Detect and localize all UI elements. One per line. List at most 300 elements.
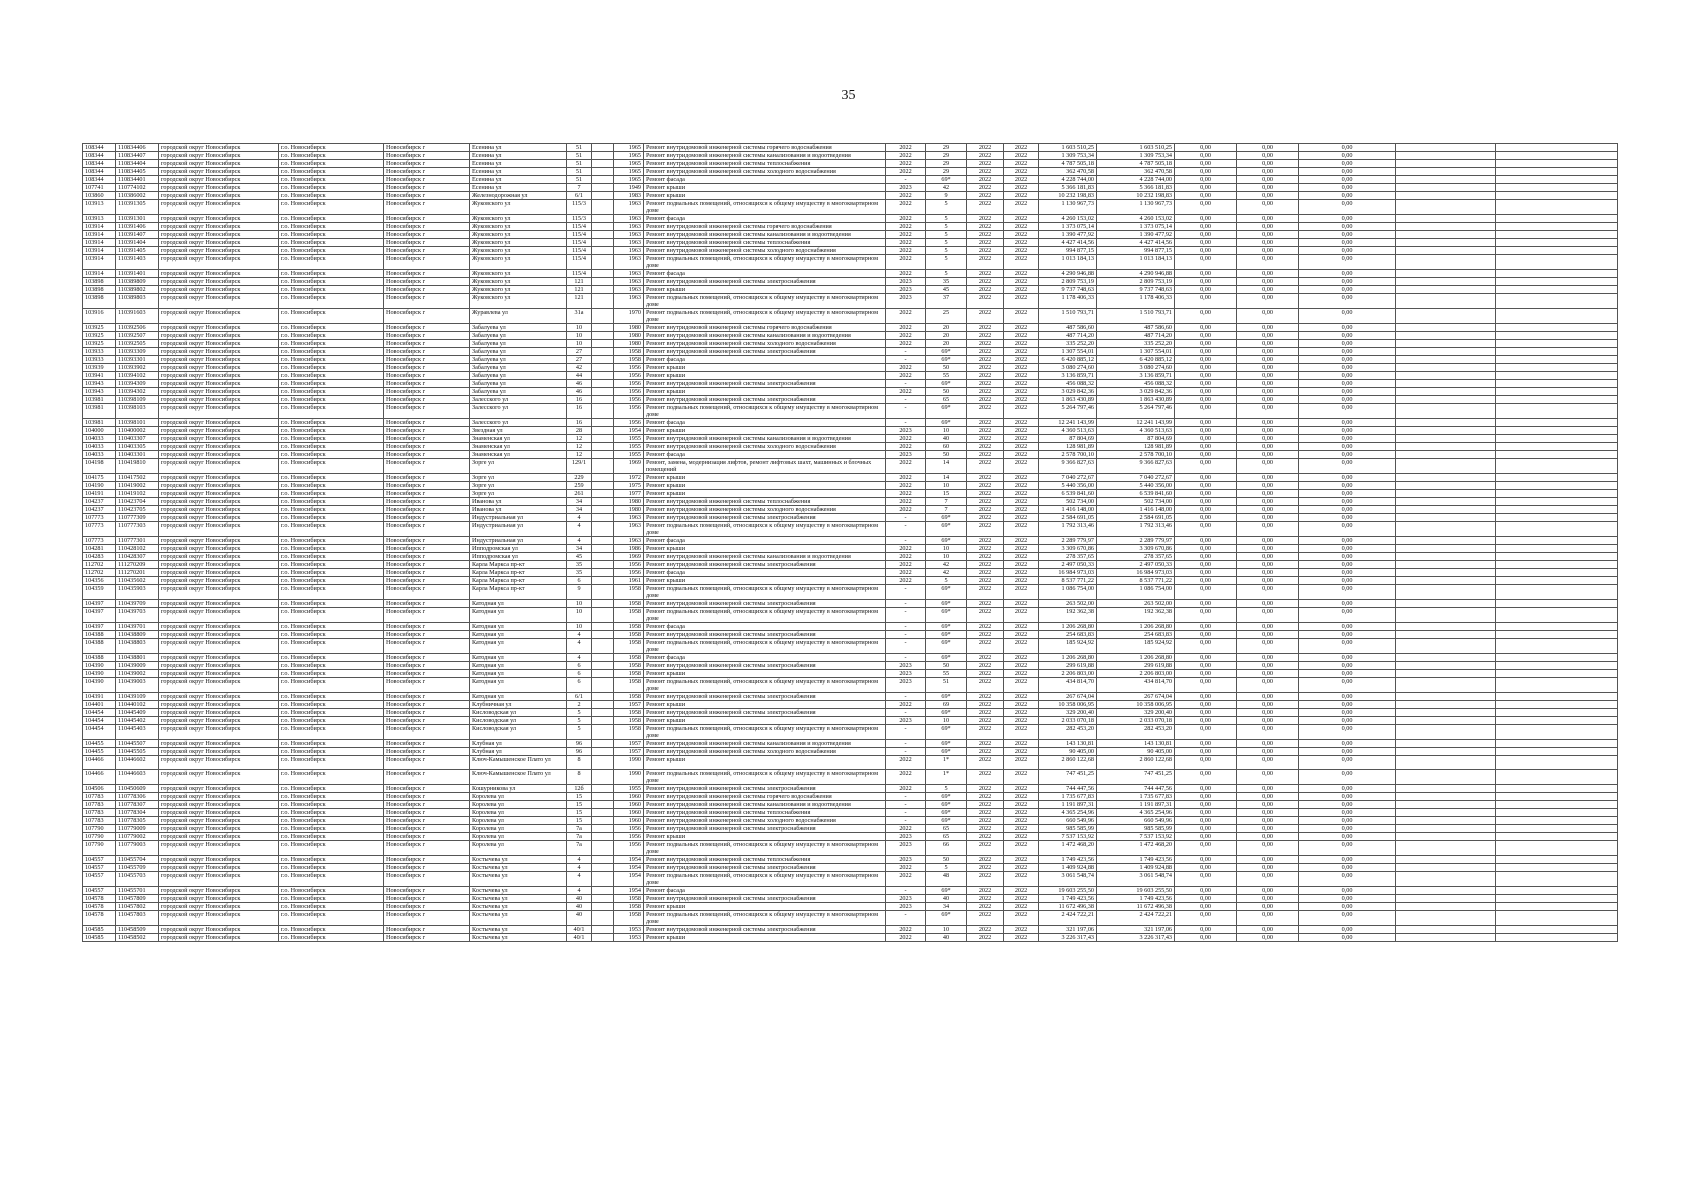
cell-plan-year: 2022 xyxy=(886,825,926,833)
cell-year-built: 1963 xyxy=(614,231,644,239)
cell-note-a xyxy=(1396,793,1496,801)
cell-municipal-district: г.о. Новосибирск xyxy=(279,372,384,380)
cell-municipality: городской округ Новосибирск xyxy=(159,793,279,801)
cell-note-a xyxy=(1396,553,1496,561)
cell-owners-funds: 0,00 xyxy=(1299,239,1396,247)
cell-city: Новосибирск г xyxy=(384,662,470,670)
cell-budget-region: 0,00 xyxy=(1175,670,1237,678)
cell-house-id: 104390 xyxy=(83,662,116,670)
cell-city: Новосибирск г xyxy=(384,864,470,872)
cell-fund-cost: 1 130 967,73 xyxy=(1097,200,1175,215)
cell-fund-cost: 660 549,96 xyxy=(1097,817,1175,825)
cell-work-type: Ремонт внутридомовой инженерной системы электроснабжения xyxy=(644,396,886,404)
cell-street: Кисловодская ул xyxy=(470,725,567,740)
cell-municipal-district: г.о. Новосибирск xyxy=(279,498,384,506)
cell-budget-region: 0,00 xyxy=(1175,396,1237,404)
cell-municipality: городской округ Новосибирск xyxy=(159,324,279,332)
cell-city: Новосибирск г xyxy=(384,809,470,817)
cell-start-year: 2022 xyxy=(967,639,1004,654)
table-row xyxy=(83,506,1618,514)
cell-plan-year: 2022 xyxy=(886,200,926,215)
table-row xyxy=(83,348,1618,356)
cell-municipality: городской округ Новосибирск xyxy=(159,340,279,348)
cell-house-id: 107773 xyxy=(83,522,116,537)
cell-start-year: 2022 xyxy=(967,748,1004,756)
table-row xyxy=(83,678,1618,693)
cell-house-number: 35 xyxy=(567,569,592,577)
cell-note-a xyxy=(1396,585,1496,600)
cell-municipality: городской округ Новосибирск xyxy=(159,474,279,482)
cell-work-type: Ремонт подвальных помещений, относящихся к общему имуществу в многоквартирном доме xyxy=(644,309,886,324)
cell-owners-funds: 0,00 xyxy=(1299,693,1396,701)
cell-total-cost: 16 984 973,03 xyxy=(1039,569,1097,577)
cell-city: Новосибирск г xyxy=(384,717,470,725)
cell-municipality: городской округ Новосибирск xyxy=(159,348,279,356)
cell-note-b xyxy=(1496,801,1618,809)
cell-total-cost: 985 585,99 xyxy=(1039,825,1097,833)
cell-record-id: 110439009 xyxy=(116,662,159,670)
cell-plan-year: 2022 xyxy=(886,168,926,176)
cell-note-a xyxy=(1396,785,1496,793)
cell-budget-local: 0,00 xyxy=(1237,856,1299,864)
cell-total-cost: 19 603 255,50 xyxy=(1039,887,1097,895)
cell-total-cost: 254 683,83 xyxy=(1039,631,1097,639)
cell-note-a xyxy=(1396,152,1496,160)
cell-budget-region: 0,00 xyxy=(1175,678,1237,693)
cell-start-year: 2022 xyxy=(967,926,1004,934)
cell-end-year: 2022 xyxy=(1004,600,1039,608)
cell-plan-year: - xyxy=(886,404,926,419)
cell-start-year: 2022 xyxy=(967,662,1004,670)
cell-priority: 9 xyxy=(926,192,967,200)
cell-owners-funds: 0,00 xyxy=(1299,926,1396,934)
cell-total-cost: 3 061 548,74 xyxy=(1039,872,1097,887)
cell-city: Новосибирск г xyxy=(384,184,470,192)
cell-plan-year: 2022 xyxy=(886,231,926,239)
cell-street: Залесского ул xyxy=(470,419,567,427)
cell-municipal-district: г.о. Новосибирск xyxy=(279,537,384,545)
cell-building xyxy=(592,911,614,926)
cell-budget-region: 0,00 xyxy=(1175,748,1237,756)
cell-priority: 5 xyxy=(926,247,967,255)
cell-building xyxy=(592,372,614,380)
cell-house-id: 104283 xyxy=(83,553,116,561)
cell-house-number: 51 xyxy=(567,144,592,152)
table-row xyxy=(83,717,1618,725)
cell-owners-funds: 0,00 xyxy=(1299,785,1396,793)
cell-start-year: 2022 xyxy=(967,678,1004,693)
cell-plan-year: - xyxy=(886,809,926,817)
cell-work-type: Ремонт внутридомовой инженерной системы горячего водоснабжения xyxy=(644,223,886,231)
table-row xyxy=(83,856,1618,864)
cell-work-type: Ремонт внутридомовой инженерной системы канализования и водоотведения xyxy=(644,553,886,561)
cell-start-year: 2022 xyxy=(967,608,1004,623)
cell-year-built: 1954 xyxy=(614,427,644,435)
cell-municipality: городской округ Новосибирск xyxy=(159,623,279,631)
cell-house-number: 121 xyxy=(567,294,592,309)
cell-building xyxy=(592,482,614,490)
cell-house-number: 5 xyxy=(567,709,592,717)
cell-city: Новосибирск г xyxy=(384,934,470,942)
cell-work-type: Ремонт подвальных помещений, относящихся к общему имуществу в многоквартирном доме xyxy=(644,725,886,740)
cell-year-built: 1958 xyxy=(614,895,644,903)
cell-house-number: 6 xyxy=(567,577,592,585)
cell-budget-local: 0,00 xyxy=(1237,372,1299,380)
cell-priority: 69* xyxy=(926,176,967,184)
cell-building xyxy=(592,770,614,785)
cell-work-type: Ремонт фасада xyxy=(644,356,886,364)
cell-budget-region: 0,00 xyxy=(1175,514,1237,522)
cell-street: Забалуева ул xyxy=(470,340,567,348)
cell-end-year: 2022 xyxy=(1004,200,1039,215)
cell-note-b xyxy=(1496,176,1618,184)
cell-house-number: 96 xyxy=(567,740,592,748)
cell-municipal-district: г.о. Новосибирск xyxy=(279,215,384,223)
cell-street: Забалуева ул xyxy=(470,364,567,372)
cell-house-id: 103914 xyxy=(83,270,116,278)
cell-municipal-district: г.о. Новосибирск xyxy=(279,144,384,152)
cell-year-built: 1953 xyxy=(614,934,644,942)
cell-budget-region: 0,00 xyxy=(1175,459,1237,474)
cell-year-built: 1956 xyxy=(614,372,644,380)
cell-start-year: 2022 xyxy=(967,600,1004,608)
cell-start-year: 2022 xyxy=(967,895,1004,903)
cell-budget-region: 0,00 xyxy=(1175,427,1237,435)
cell-priority: 50 xyxy=(926,388,967,396)
cell-record-id: 110834406 xyxy=(116,144,159,152)
cell-municipal-district: г.о. Новосибирск xyxy=(279,340,384,348)
cell-city: Новосибирск г xyxy=(384,380,470,388)
cell-municipal-district: г.о. Новосибирск xyxy=(279,569,384,577)
cell-house-id: 104455 xyxy=(83,748,116,756)
cell-total-cost: 8 537 771,22 xyxy=(1039,577,1097,585)
cell-note-b xyxy=(1496,184,1618,192)
cell-end-year: 2022 xyxy=(1004,654,1039,662)
cell-total-cost: 2 497 050,33 xyxy=(1039,561,1097,569)
cell-city: Новосибирск г xyxy=(384,490,470,498)
cell-budget-region: 0,00 xyxy=(1175,192,1237,200)
cell-building xyxy=(592,506,614,514)
cell-owners-funds: 0,00 xyxy=(1299,144,1396,152)
cell-budget-local: 0,00 xyxy=(1237,404,1299,419)
cell-budget-region: 0,00 xyxy=(1175,903,1237,911)
cell-street: Катодная ул xyxy=(470,654,567,662)
cell-municipality: городской округ Новосибирск xyxy=(159,817,279,825)
cell-fund-cost: 263 502,00 xyxy=(1097,600,1175,608)
cell-start-year: 2022 xyxy=(967,200,1004,215)
table-row xyxy=(83,356,1618,364)
cell-total-cost: 1 309 753,34 xyxy=(1039,152,1097,160)
table-row xyxy=(83,396,1618,404)
cell-street: Есенина ул xyxy=(470,168,567,176)
cell-house-id: 103933 xyxy=(83,348,116,356)
cell-owners-funds: 0,00 xyxy=(1299,801,1396,809)
cell-priority: 60 xyxy=(926,443,967,451)
cell-municipal-district: г.о. Новосибирск xyxy=(279,585,384,600)
cell-municipal-district: г.о. Новосибирск xyxy=(279,419,384,427)
cell-city: Новосибирск г xyxy=(384,740,470,748)
table-row xyxy=(83,192,1618,200)
cell-fund-cost: 1 307 554,01 xyxy=(1097,348,1175,356)
cell-budget-local: 0,00 xyxy=(1237,340,1299,348)
cell-record-id: 110403305 xyxy=(116,443,159,451)
cell-record-id: 110834404 xyxy=(116,160,159,168)
cell-budget-region: 0,00 xyxy=(1175,144,1237,152)
cell-note-b xyxy=(1496,522,1618,537)
cell-year-built: 1980 xyxy=(614,324,644,332)
table-row xyxy=(83,176,1618,184)
cell-total-cost: 456 088,32 xyxy=(1039,380,1097,388)
cell-building xyxy=(592,537,614,545)
cell-house-id: 104466 xyxy=(83,756,116,770)
cell-note-a xyxy=(1396,801,1496,809)
cell-priority: 69* xyxy=(926,793,967,801)
cell-municipality: городской округ Новосибирск xyxy=(159,545,279,553)
cell-city: Новосибирск г xyxy=(384,825,470,833)
cell-total-cost: 11 672 496,38 xyxy=(1039,903,1097,911)
cell-plan-year: - xyxy=(886,419,926,427)
cell-municipal-district: г.о. Новосибирск xyxy=(279,872,384,887)
cell-owners-funds: 0,00 xyxy=(1299,364,1396,372)
cell-owners-funds: 0,00 xyxy=(1299,286,1396,294)
cell-note-a xyxy=(1396,864,1496,872)
cell-work-type: Ремонт подвальных помещений, относящихся к общему имуществу в многоквартирном доме xyxy=(644,255,886,270)
cell-house-id: 104401 xyxy=(83,701,116,709)
cell-budget-region: 0,00 xyxy=(1175,801,1237,809)
cell-note-a xyxy=(1396,817,1496,825)
cell-budget-local: 0,00 xyxy=(1237,270,1299,278)
cell-budget-local: 0,00 xyxy=(1237,887,1299,895)
cell-owners-funds: 0,00 xyxy=(1299,372,1396,380)
cell-municipal-district: г.о. Новосибирск xyxy=(279,654,384,662)
cell-budget-local: 0,00 xyxy=(1237,490,1299,498)
cell-total-cost: 4 290 946,88 xyxy=(1039,270,1097,278)
cell-house-id: 104000 xyxy=(83,427,116,435)
cell-total-cost: 744 447,56 xyxy=(1039,785,1097,793)
cell-work-type: Ремонт внутридомовой инженерной системы канализования и водоотведения xyxy=(644,801,886,809)
cell-municipality: городской округ Новосибирск xyxy=(159,856,279,864)
cell-house-number: 259 xyxy=(567,482,592,490)
cell-building xyxy=(592,709,614,717)
cell-end-year: 2022 xyxy=(1004,443,1039,451)
cell-start-year: 2022 xyxy=(967,809,1004,817)
cell-total-cost: 1 373 075,14 xyxy=(1039,223,1097,231)
cell-note-b xyxy=(1496,380,1618,388)
cell-budget-region: 0,00 xyxy=(1175,623,1237,631)
cell-fund-cost: 185 924,92 xyxy=(1097,639,1175,654)
cell-note-a xyxy=(1396,144,1496,152)
cell-end-year: 2022 xyxy=(1004,168,1039,176)
cell-fund-cost: 10 358 006,95 xyxy=(1097,701,1175,709)
cell-fund-cost: 1 206 268,80 xyxy=(1097,623,1175,631)
cell-house-id: 103925 xyxy=(83,332,116,340)
cell-house-number: 15 xyxy=(567,801,592,809)
cell-fund-cost: 1 416 148,00 xyxy=(1097,506,1175,514)
cell-priority: 10 xyxy=(926,427,967,435)
cell-start-year: 2022 xyxy=(967,474,1004,482)
cell-municipal-district: г.о. Новосибирск xyxy=(279,793,384,801)
cell-end-year: 2022 xyxy=(1004,451,1039,459)
cell-municipal-district: г.о. Новосибирск xyxy=(279,577,384,585)
cell-note-b xyxy=(1496,809,1618,817)
cell-house-number: 28 xyxy=(567,427,592,435)
cell-total-cost: 502 734,00 xyxy=(1039,498,1097,506)
cell-priority: 35 xyxy=(926,278,967,286)
cell-work-type: Ремонт фасада xyxy=(644,176,886,184)
cell-budget-region: 0,00 xyxy=(1175,553,1237,561)
cell-note-a xyxy=(1396,498,1496,506)
cell-year-built: 1956 xyxy=(614,825,644,833)
cell-municipal-district: г.о. Новосибирск xyxy=(279,364,384,372)
cell-note-a xyxy=(1396,490,1496,498)
cell-end-year: 2022 xyxy=(1004,934,1039,942)
cell-note-a xyxy=(1396,340,1496,348)
cell-budget-region: 0,00 xyxy=(1175,740,1237,748)
cell-street: Знаменская ул xyxy=(470,451,567,459)
cell-priority: 29 xyxy=(926,152,967,160)
cell-note-a xyxy=(1396,459,1496,474)
cell-owners-funds: 0,00 xyxy=(1299,895,1396,903)
cell-record-id: 110445505 xyxy=(116,748,159,756)
cell-building xyxy=(592,427,614,435)
cell-municipality: городской округ Новосибирск xyxy=(159,608,279,623)
cell-city: Новосибирск г xyxy=(384,223,470,231)
cell-house-id: 103913 xyxy=(83,215,116,223)
cell-city: Новосибирск г xyxy=(384,693,470,701)
cell-building xyxy=(592,239,614,247)
table-row xyxy=(83,770,1618,785)
cell-record-id: 110392506 xyxy=(116,324,159,332)
cell-note-a xyxy=(1396,934,1496,942)
cell-note-a xyxy=(1396,701,1496,709)
cell-end-year: 2022 xyxy=(1004,176,1039,184)
cell-city: Новосибирск г xyxy=(384,841,470,856)
cell-municipal-district: г.о. Новосибирск xyxy=(279,482,384,490)
cell-budget-local: 0,00 xyxy=(1237,514,1299,522)
cell-budget-region: 0,00 xyxy=(1175,482,1237,490)
cell-fund-cost: 1 309 753,34 xyxy=(1097,152,1175,160)
cell-street: Индустриальная ул xyxy=(470,537,567,545)
cell-owners-funds: 0,00 xyxy=(1299,678,1396,693)
cell-fund-cost: 994 877,15 xyxy=(1097,247,1175,255)
cell-total-cost: 2 289 779,97 xyxy=(1039,537,1097,545)
cell-start-year: 2022 xyxy=(967,841,1004,856)
cell-start-year: 2022 xyxy=(967,459,1004,474)
cell-work-type: Ремонт подвальных помещений, относящихся к общему имуществу в многоквартирном доме xyxy=(644,678,886,693)
cell-budget-region: 0,00 xyxy=(1175,785,1237,793)
cell-municipal-district: г.о. Новосибирск xyxy=(279,561,384,569)
cell-house-id: 104388 xyxy=(83,639,116,654)
cell-budget-local: 0,00 xyxy=(1237,895,1299,903)
cell-work-type: Ремонт внутридомовой инженерной системы электроснабжения xyxy=(644,514,886,522)
cell-note-b xyxy=(1496,608,1618,623)
cell-municipality: городской округ Новосибирск xyxy=(159,443,279,451)
cell-year-built: 1960 xyxy=(614,817,644,825)
cell-municipal-district: г.о. Новосибирск xyxy=(279,725,384,740)
cell-municipal-district: г.о. Новосибирск xyxy=(279,427,384,435)
cell-record-id: 111270209 xyxy=(116,561,159,569)
cell-fund-cost: 1 792 313,46 xyxy=(1097,522,1175,537)
cell-budget-region: 0,00 xyxy=(1175,545,1237,553)
cell-municipality: городской округ Новосибирск xyxy=(159,380,279,388)
cell-note-a xyxy=(1396,356,1496,364)
cell-city: Новосибирск г xyxy=(384,895,470,903)
cell-city: Новосибирск г xyxy=(384,903,470,911)
cell-end-year: 2022 xyxy=(1004,709,1039,717)
cell-house-id: 104557 xyxy=(83,872,116,887)
cell-budget-local: 0,00 xyxy=(1237,324,1299,332)
cell-fund-cost: 4 360 513,63 xyxy=(1097,427,1175,435)
cell-note-b xyxy=(1496,396,1618,404)
cell-total-cost: 12 241 143,99 xyxy=(1039,419,1097,427)
cell-municipal-district: г.о. Новосибирск xyxy=(279,184,384,192)
cell-note-b xyxy=(1496,670,1618,678)
cell-total-cost: 1 749 423,56 xyxy=(1039,856,1097,864)
table-row xyxy=(83,887,1618,895)
cell-street: Карла Маркса пр-кт xyxy=(470,569,567,577)
cell-work-type: Ремонт внутридомовой инженерной системы электроснабжения xyxy=(644,864,886,872)
cell-total-cost: 128 981,89 xyxy=(1039,443,1097,451)
cell-note-a xyxy=(1396,693,1496,701)
cell-start-year: 2022 xyxy=(967,911,1004,926)
cell-year-built: 1963 xyxy=(614,294,644,309)
cell-house-number: 15 xyxy=(567,793,592,801)
cell-house-number: 27 xyxy=(567,348,592,356)
cell-municipality: городской округ Новосибирск xyxy=(159,404,279,419)
cell-note-a xyxy=(1396,600,1496,608)
cell-budget-local: 0,00 xyxy=(1237,654,1299,662)
cell-note-a xyxy=(1396,419,1496,427)
cell-budget-local: 0,00 xyxy=(1237,294,1299,309)
cell-municipality: городской округ Новосибирск xyxy=(159,482,279,490)
cell-year-built: 1990 xyxy=(614,770,644,785)
cell-house-number: 46 xyxy=(567,380,592,388)
cell-start-year: 2022 xyxy=(967,388,1004,396)
cell-note-a xyxy=(1396,332,1496,340)
cell-note-a xyxy=(1396,223,1496,231)
cell-city: Новосибирск г xyxy=(384,474,470,482)
cell-start-year: 2022 xyxy=(967,160,1004,168)
cell-owners-funds: 0,00 xyxy=(1299,662,1396,670)
cell-budget-region: 0,00 xyxy=(1175,498,1237,506)
cell-end-year: 2022 xyxy=(1004,926,1039,934)
cell-priority: 50 xyxy=(926,856,967,864)
cell-street: Костычева ул xyxy=(470,934,567,942)
cell-municipality: городской округ Новосибирск xyxy=(159,926,279,934)
cell-work-type: Ремонт фасада xyxy=(644,419,886,427)
cell-street: Костычева ул xyxy=(470,864,567,872)
cell-note-b xyxy=(1496,278,1618,286)
cell-house-number: 115/4 xyxy=(567,270,592,278)
cell-city: Новосибирск г xyxy=(384,332,470,340)
cell-priority: 65 xyxy=(926,825,967,833)
cell-building xyxy=(592,152,614,160)
cell-year-built: 1958 xyxy=(614,709,644,717)
cell-note-a xyxy=(1396,662,1496,670)
cell-street: Забалуева ул xyxy=(470,324,567,332)
cell-street: Жуковского ул xyxy=(470,278,567,286)
cell-building xyxy=(592,192,614,200)
cell-start-year: 2022 xyxy=(967,380,1004,388)
cell-house-id: 103941 xyxy=(83,372,116,380)
cell-building xyxy=(592,856,614,864)
cell-end-year: 2022 xyxy=(1004,623,1039,631)
cell-year-built: 1963 xyxy=(614,514,644,522)
table-row xyxy=(83,247,1618,255)
cell-city: Новосибирск г xyxy=(384,514,470,522)
cell-street: Жуковского ул xyxy=(470,286,567,294)
cell-plan-year: - xyxy=(886,911,926,926)
